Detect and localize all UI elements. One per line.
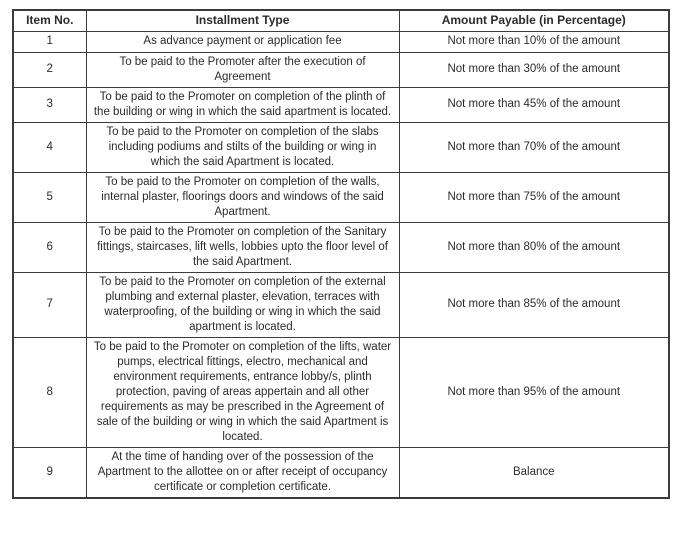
installment-type-cell: To be paid to the Promoter on completion of the slabs including podiums and stilts of the building or wing in which the said Apartment is located. bbox=[86, 122, 399, 172]
table-row bbox=[13, 31, 669, 52]
item-no-cell: 7 bbox=[13, 272, 86, 337]
installment-type-cell: To be paid to the Promoter on completion of the walls, internal plaster, floorings doors and windows of the said Apartment. bbox=[86, 172, 399, 222]
item-no-cell: 1 bbox=[13, 31, 86, 52]
item-no-cell: 8 bbox=[13, 337, 86, 447]
installment-type-cell: To be paid to the Promoter on completion of the Sanitary fittings, staircases, lift wells, lobbies upto the floor level of the said Apartment. bbox=[86, 222, 399, 272]
item-no-cell: 6 bbox=[13, 222, 86, 272]
item-no-cell: 4 bbox=[13, 122, 86, 172]
installment-type-cell: At the time of handing over of the possession of the Apartment to the allottee on or after receipt of occupancy certificate or completion certificate. bbox=[86, 447, 399, 498]
amount-payable-cell: Not more than 95% of the amount bbox=[399, 337, 669, 447]
amount-payable-cell: Balance bbox=[399, 447, 669, 498]
installment-type-cell: As advance payment or application fee bbox=[86, 31, 399, 52]
table-row bbox=[13, 122, 669, 172]
item-no-cell: 5 bbox=[13, 172, 86, 222]
item-no-cell: 3 bbox=[13, 87, 86, 122]
column-header-item-no: Item No. bbox=[13, 10, 86, 31]
table-row bbox=[13, 447, 669, 498]
amount-payable-cell: Not more than 75% of the amount bbox=[399, 172, 669, 222]
item-no-cell: 2 bbox=[13, 52, 86, 87]
column-header-installment-type: Installment Type bbox=[86, 10, 399, 31]
item-no-cell: 9 bbox=[13, 447, 86, 498]
amount-payable-cell: Not more than 45% of the amount bbox=[399, 87, 669, 122]
table-header-row bbox=[13, 10, 669, 31]
table-row bbox=[13, 222, 669, 272]
table-row bbox=[13, 272, 669, 337]
column-header-amount-payable: Amount Payable (in Percentage) bbox=[399, 10, 669, 31]
table-row bbox=[13, 87, 669, 122]
amount-payable-cell: Not more than 10% of the amount bbox=[399, 31, 669, 52]
amount-payable-cell: Not more than 80% of the amount bbox=[399, 222, 669, 272]
amount-payable-cell: Not more than 70% of the amount bbox=[399, 122, 669, 172]
installment-type-cell: To be paid to the Promoter on completion of the lifts, water pumps, electrical fittings, electro, mechanical and environment requirements, entrance lobby/s, plinth protection, paving of areas appertain and all other requirements as may be prescribed in the Agreement of sale of the building or wing in which the said Apartment is located. bbox=[86, 337, 399, 447]
table-row bbox=[13, 172, 669, 222]
installment-type-cell: To be paid to the Promoter on completion of the plinth of the building or wing in which the said apartment is located. bbox=[86, 87, 399, 122]
amount-payable-cell: Not more than 30% of the amount bbox=[399, 52, 669, 87]
table-row bbox=[13, 52, 669, 87]
installment-type-cell: To be paid to the Promoter on completion of the external plumbing and external plaster, elevation, terraces with waterproofing, of the building or wing in which the said apartment is located. bbox=[86, 272, 399, 337]
payment-schedule-table bbox=[12, 9, 670, 499]
amount-payable-cell: Not more than 85% of the amount bbox=[399, 272, 669, 337]
installment-type-cell: To be paid to the Promoter after the execution of Agreement bbox=[86, 52, 399, 87]
table-row bbox=[13, 337, 669, 447]
